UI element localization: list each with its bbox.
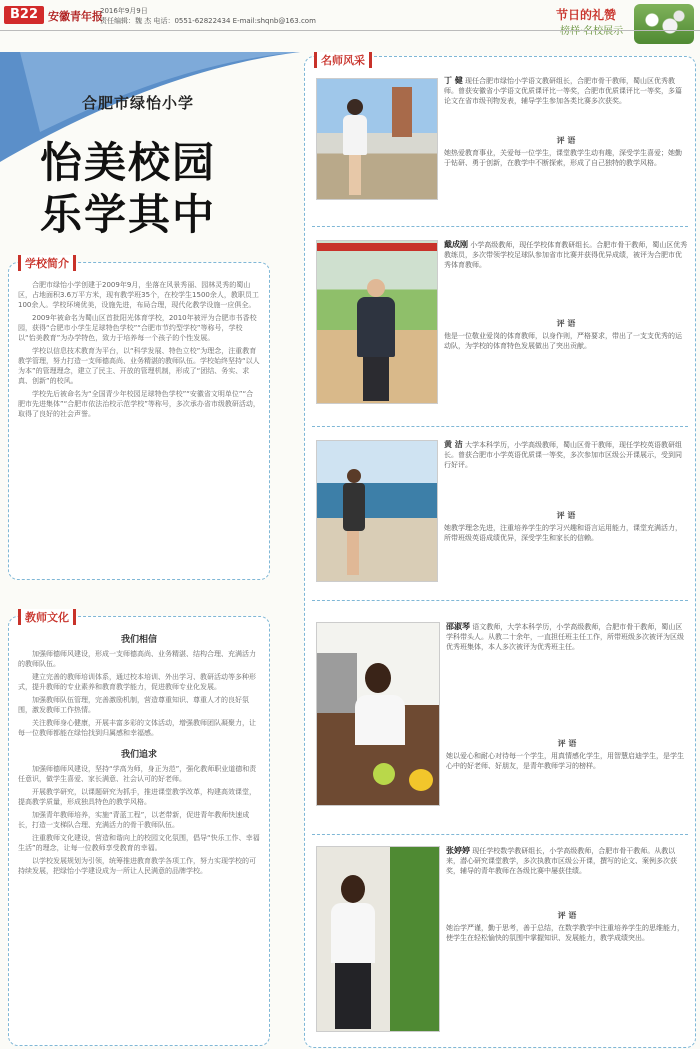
screen-shape [317,653,357,713]
teacher-note-label: 评 语 [556,511,576,520]
school-name: 合肥市绿怡小学 [82,94,195,112]
teacher-name: 丁 健 [444,76,463,85]
person-head [347,469,361,483]
divider [312,426,688,427]
culture-block-1 [18,649,260,741]
culture-paragraph: 注重教师文化建设，营造和谐向上的校园文化氛围，倡导“快乐工作、幸福生活”的理念，让每一位教师享受教育的幸福。 [18,834,260,852]
header-date: 2016年9月9日 [100,7,148,15]
culture-block-2 [18,764,260,879]
brand-subtitle: 榜样·名校展示 [560,26,624,37]
teacher-bio [446,846,688,906]
culture-paragraph: 开展教学研究，以课题研究为抓手，推进课堂教学改革，构建高效课堂，提高教学质量，形成独具特色的教学风格。 [18,788,256,806]
intro-paragraph: 学校以信息技术教育为平台，以“科学发展、特色立校”为理念，注重教育教学管理，努力打造一支师德高尚、业务精湛的教师队伍。学校始终坚持“以人为本”的管理理念，建立了民主、开放的管理机制，形成了“团结、务实、求真、创新”的校风。 [18,347,260,385]
teacher-photo [316,846,440,1032]
teacher-name: 邵淑琴 [446,622,470,631]
teacher-note-label: 评 语 [556,136,576,145]
culture-tag: 教师文化 [18,609,76,625]
teacher-note-label: 评 语 [556,319,576,328]
person-head [347,99,363,115]
teachers-tag: 名师风采 [314,52,372,68]
culture-paragraph: 加强师德师风建设，形成一支师德高尚、业务精湛、结构合理、充满活力的教师队伍。 [18,650,256,668]
teacher-note: 他是一位敬业爱岗的体育教师，以身作则，严格要求，带出了一支支优秀的运动队，为学校的体育特色发展做出了突出贡献。 [444,332,682,350]
person-head [365,663,391,693]
paper-name: 安徽青年报 [48,10,103,23]
teacher-bio [444,240,688,310]
slogan-line-2: 乐学其中 [40,190,217,239]
intro-paragraph: 合肥市绿怡小学创建于2009年9月，坐落在风景秀丽、园林灵秀的蜀山区，占地面积3.6万平方米，现有教学班35个，在校学生1500余人，教职员工100余人。学校环境优美，设施先进，布局合理，现代化教学设施一应俱全。 [18,281,259,309]
teacher-note-label: 评 语 [557,911,577,920]
person-body [355,695,405,745]
culture-paragraph: 关注教师身心健康，开展丰富多彩的文体活动，增强教师团队凝聚力，让每一位教师都能在绿怡找到归属感和幸福感。 [18,719,256,737]
intro-paragraph: 学校先后被命名为“全国青少年校园足球特色学校”“安徽省文明单位”“合肥市先进集体”“合肥市依法治校示范学校”等称号，多次承办省市级教研活动，取得了良好的社会声誉。 [18,390,260,418]
person-legs [363,357,389,401]
teacher-bio [444,76,688,132]
person-head [341,875,365,903]
culture-paragraph: 加强青年教师培养，实施“青蓝工程”，以老带新，促进青年教师快速成长，打造一支梯队合理、充满活力的骨干教师队伍。 [18,811,250,829]
intro-tag: 学校简介 [18,255,76,271]
teacher-name: 黄 洁 [444,440,463,449]
person-legs [347,531,359,575]
teacher-note-label: 评 语 [557,739,577,748]
divider [312,226,688,227]
divider [312,600,688,601]
header-divider [0,30,700,31]
teacher-note: 她教学理念先进，注重培养学生的学习兴趣和语言运用能力，课堂充满活力，所带班级英语成绩优异，深受学生和家长的信赖。 [444,524,682,542]
teacher-bio [444,440,688,510]
teacher-photo [316,240,438,404]
plant-pot [409,769,433,791]
person-body [357,297,395,357]
culture-paragraph: 加强教师队伍管理，完善激励机制，营造尊重知识、尊重人才的良好氛围，激发教师工作热情。 [18,696,249,714]
intro-text [18,280,260,570]
teacher-note: 她热爱教育事业，关爱每一位学生，课堂教学生动有趣，深受学生喜爱；她勤于钻研、勇于创新，在教学中不断探索，形成了自己独特的教学风格。 [444,149,682,167]
brand-title: 节日的礼赞 [556,8,617,22]
intro-paragraph: 2009年被命名为蜀山区首批阳光体育学校，2010年被评为合肥市书香校园，获得“合肥市小学生足球特色学校”“合肥市节约型学校”等称号，学校以“怡美教育”为办学特色，致力于培养每一个孩子的个性发展。 [18,314,257,342]
teacher-bio-text: 大学本科学历，小学高级教师，蜀山区骨干教师，现任学校英语教研组长。曾获合肥市小学英语优质课一等奖，多次参加市区级公开课展示，受到同行好评。 [444,441,683,469]
person-legs [349,155,361,195]
teacher-note: 她治学严谨，勤于思考，善于总结，在数学教学中注重培养学生的思维能力，使学生在轻松愉快的氛围中掌握知识、发展能力，教学成绩突出。 [446,924,684,942]
plant-pot [373,763,395,785]
teacher-photo [316,622,440,806]
banner-shape [317,243,437,251]
culture-text [18,632,260,1038]
teacher-name: 戴成刚 [444,240,468,249]
teacher-bio-text: 现任合肥市绿怡小学语文教研组长，合肥市骨干教师，蜀山区优秀教师。曾获安徽省小学语文优质课评比一等奖，合肥市优质课评比一等奖，多篇论文在省市级刊物发表，辅导学生参加各类比赛多次获奖。 [444,77,682,105]
person-body [343,483,365,531]
person-body [343,115,367,155]
person-head [367,279,385,297]
header-info [100,6,316,26]
culture-heading-1: 我们相信 [120,635,157,645]
teacher-bio-text: 语文教师，大学本科学历，小学高级教师，合肥市骨干教师，蜀山区学科带头人。从教二十余年，一直担任班主任工作，所带班级多次被评为区级优秀班集体，本人多次被评为优秀班主任。 [446,623,684,651]
divider [312,834,688,835]
teacher-note: 她以爱心和耐心对待每一个学生，用真情感化学生，用智慧启迪学生，是学生心中的好老师、好朋友，是青年教师学习的榜样。 [446,752,684,770]
culture-paragraph: 加强师德师风建设，坚持“学高为师，身正为范”，强化教师职业道德和责任意识，做学生喜爱、家长满意、社会认可的好老师。 [18,765,257,783]
culture-heading-2: 我们追求 [120,750,157,760]
teacher-bio-text: 现任学校数学教研组长，小学高级教师，合肥市骨干教师。从教以来，潜心研究课堂教学，多次执教市区级公开课，撰写的论文、案例多次获奖，辅导的青年教师在各级比赛中屡获佳绩。 [446,847,677,875]
page-number: B22 [4,6,44,24]
slogan-line-1: 怡美校园 [40,138,217,187]
teacher-bio-text: 小学高级教师，现任学校体育教研组长。合肥市骨干教师，蜀山区优秀教练员，多次带领学校足球队参加省市比赛并获得优异成绩，被评为合肥市优秀体育教师。 [444,241,688,269]
teacher-bio [446,622,688,732]
teacher-photo [316,440,438,582]
flower-logo [634,4,694,44]
tower-shape [392,87,412,137]
header-contact: 责任编辑：魏 杰 电话：0551-62822434 E-mail:shqnb@163.com [100,17,316,25]
teacher-photo [316,78,438,200]
culture-paragraph: 建立完善的教师培训体系，通过校本培训、外出学习、教研活动等多种形式，提升教师的专业素养和教育教学能力，促进教师专业化发展。 [18,673,256,691]
person-legs [335,963,371,1029]
person-body [331,903,375,963]
culture-paragraph: 以学校发展规划为引领，统筹推进教育教学各项工作，努力实现学校的可持续发展，把绿怡小学建设成为一所让人民满意的品牌学校。 [18,857,256,875]
teacher-name: 张婷婷 [446,846,470,855]
